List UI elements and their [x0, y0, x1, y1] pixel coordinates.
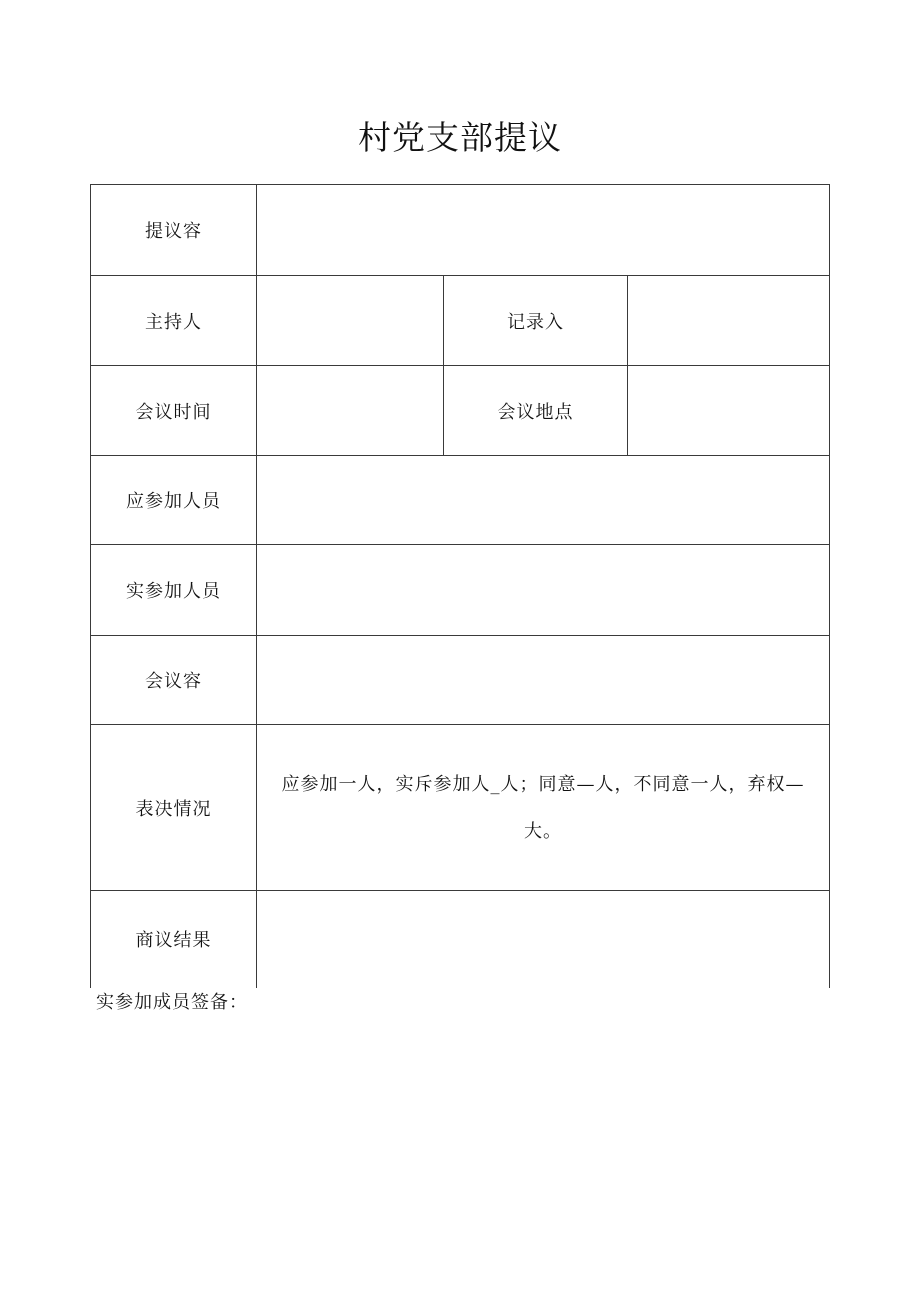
result-label: 商议结果 — [91, 891, 257, 988]
meeting-place-label: 会议地点 — [444, 366, 628, 456]
vote-label: 表决情况 — [91, 725, 257, 891]
actual-attendees-field[interactable] — [257, 545, 830, 636]
meeting-time-field[interactable] — [257, 366, 444, 456]
document-title: 村党支部提议 — [358, 118, 562, 157]
vote-field[interactable] — [257, 725, 830, 891]
host-field[interactable] — [257, 276, 444, 366]
row-vote — [91, 725, 830, 891]
row-proposal-content — [91, 185, 830, 276]
recorder-label: 记录入 — [444, 276, 628, 366]
expected-attendees-field[interactable] — [257, 456, 830, 545]
recorder-field[interactable] — [628, 276, 830, 366]
proposal-form-table — [90, 184, 830, 988]
meeting-content-field[interactable] — [257, 636, 830, 725]
host-label: 主持人 — [91, 276, 257, 366]
row-host-recorder — [91, 276, 830, 366]
row-actual-attendees — [91, 545, 830, 636]
meeting-time-label: 会议时间 — [91, 366, 257, 456]
actual-attendees-label: 实参加人员 — [91, 545, 257, 636]
proposal-content-field[interactable] — [257, 185, 830, 276]
signature-label: 实参加成员签备： — [96, 992, 248, 1013]
row-time-place — [91, 366, 830, 456]
meeting-content-label: 会议容 — [91, 636, 257, 725]
result-field[interactable] — [257, 891, 830, 988]
vote-text: 应参加一人，实斥参加人_人；同意—人，不同意一人，弃权—大。 — [281, 773, 805, 842]
meeting-place-field[interactable] — [628, 366, 830, 456]
row-meeting-content — [91, 636, 830, 725]
proposal-content-label: 提议容 — [91, 185, 257, 276]
row-result — [91, 891, 830, 988]
row-expected-attendees — [91, 456, 830, 545]
expected-attendees-label: 应参加人员 — [91, 456, 257, 545]
